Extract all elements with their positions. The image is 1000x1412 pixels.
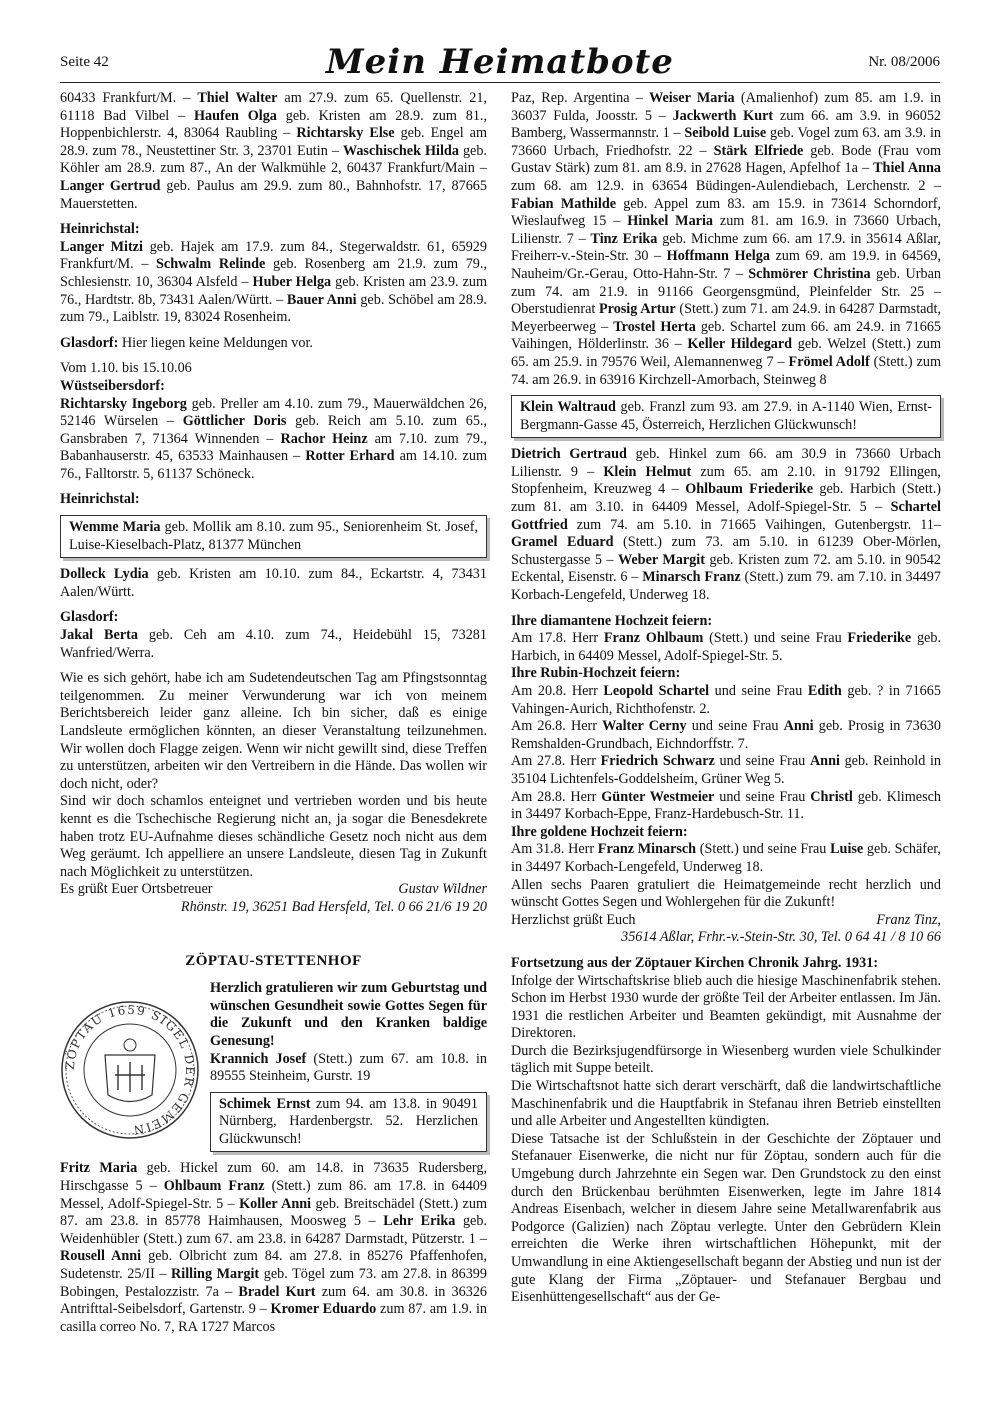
person-name: Richtarsky Ingeborg bbox=[60, 395, 187, 412]
entry-text: geb. Hajek am 17.9. zum 84., Stegerwaldstr. 61, 65929 Frankfurt/M. – bbox=[60, 238, 487, 273]
person-name: Wemme Maria bbox=[69, 519, 161, 536]
person-name: Ohlbaum Friederike bbox=[685, 481, 813, 498]
person-name: Fabian Mathilde bbox=[511, 195, 617, 212]
person-name: Huber Helga bbox=[252, 273, 332, 290]
section-title: ZÖPTAU-STETTENHOF bbox=[185, 952, 362, 969]
author-name: Gustav Wildner bbox=[398, 881, 487, 898]
entry-text: Am 28.8. Herr bbox=[511, 788, 602, 805]
entry-text: geb. Weidenhübler (Stett.) zum 67. am 23.8. in 64287 Darmstadt, Pützerstr. 1 – bbox=[60, 1213, 487, 1247]
person-name: Rachor Heinz bbox=[280, 430, 368, 447]
entry-text: geb. Schöbel am 28.9. zum 79., Laiblstr. 19, 83024 Rosenheim. bbox=[60, 291, 487, 326]
person-name: Klein Waltraud bbox=[520, 399, 616, 416]
glasdorf-note bbox=[60, 335, 487, 353]
left-column bbox=[60, 90, 487, 1336]
congrats-heading: Herzlich gratulieren wir zum Geburtstag und wünschen Gesundheit sowie Gottes Segen für die Zukunft und den Kranken baldige Genesung! bbox=[210, 980, 487, 1049]
person-name: Ohlbaum Franz bbox=[163, 1178, 265, 1195]
entry-text: (Stett.) zum 74. am 26.9. in 63916 Kirchzell-Amorbach, Steinweg 8 bbox=[511, 353, 942, 388]
section-heading: Wüstseibersdorf: bbox=[60, 377, 165, 394]
person-name: Weber Margit bbox=[617, 551, 705, 568]
entry-text: geb. Ceh am 4.10. zum 74., Heidebühl 15, 73281 Wanfried/Werra. bbox=[60, 627, 487, 661]
entry-text: und seine Frau bbox=[709, 683, 808, 699]
person-name: Anni bbox=[783, 718, 814, 735]
entry-text: (Stett.) und seine Frau bbox=[703, 630, 848, 647]
entry-text: geb. Rosenberg am 21.9. zum 79., Schlesienstr. 10, 36304 Alsfeld – bbox=[60, 256, 487, 290]
entry-text: geb. Engel am 28.9. zum 78., Neustettiner Str. 3, 23701 Eutin – bbox=[60, 125, 487, 159]
period-label: Vom 1.10. bis 15.10.06 bbox=[60, 360, 192, 377]
person-name: Schartel Gottfried bbox=[511, 499, 941, 533]
entry-text: am 27.9. zum 65. Quellenstr. 21, 61118 Bad Vilbel – bbox=[60, 90, 487, 124]
person-name: Rilling Margit bbox=[171, 1266, 260, 1283]
entry-text: geb. Köhler am 28.9. zum 87., An der Walkmühle 2, 60437 Frankfurt/Main – bbox=[60, 142, 487, 177]
person-name: Göttlicher Doris bbox=[182, 413, 287, 430]
entry-text: zum 66. am 3.9. in 96052 Bamberg, Wassermannstr. 1 – bbox=[511, 107, 942, 142]
entry-text: 60433 Frankfurt/M. – bbox=[60, 90, 198, 106]
newspaper-title: Mein Heimatbote bbox=[326, 42, 674, 82]
entry-text: (Stett.) und seine Frau bbox=[696, 841, 831, 858]
person-name: Rousell Anni bbox=[60, 1248, 142, 1265]
entry-text: Am 20.8. Herr bbox=[511, 683, 604, 699]
entry-text: (Stett.) zum 73. am 5.10. in 61239 Ober-Mörlen, Schustergasse 5 – bbox=[511, 534, 941, 568]
entry-text: geb. Schartel zum 66. am 24.9. in 71665 Vaihingen, Hölderlinstr. 36 – bbox=[511, 318, 942, 353]
person-name: Trostel Herta bbox=[613, 318, 696, 335]
wish-text: Allen sechs Paaren gratuliert die Heimatgemeinde recht herzlich und wünscht Gottes Segen und Wohlergehen für die Zukunft! bbox=[511, 876, 941, 911]
highlight-box bbox=[60, 515, 487, 558]
anniversary-entry bbox=[511, 753, 941, 788]
entry-text: geb. Hinkel zum 66. am 30.9 in 73660 Urbach Lilienstr. 9 – bbox=[511, 446, 941, 480]
entry-text: am 14.10. zum 76., Falltorstr. 5, 61137 Schöneck. bbox=[60, 448, 487, 482]
entry-text: geb. Preller am 4.10. zum 79., Mauerwäldchen 26, 52146 Würselen – bbox=[60, 395, 487, 430]
person-name: Rotter Erhard bbox=[305, 448, 395, 465]
page-number: Seite 42 bbox=[60, 54, 109, 70]
entry-text: (Amalienhof) zum 85. am 1.9. in 36037 Fulda, Joosstr. 5 – bbox=[511, 90, 942, 124]
birthday-list bbox=[60, 90, 487, 213]
page-header bbox=[60, 40, 940, 80]
entry-text: geb. Tögel zum 73. am 27.8. in 86399 Bobingen, Pestalozzistr. 7a – bbox=[60, 1266, 487, 1300]
person-name: Stärk Elfriede bbox=[713, 142, 804, 159]
person-name: Franz Ohlbaum bbox=[603, 630, 704, 647]
section-heading: Glasdorf: bbox=[60, 609, 119, 626]
entry-text: geb. ? in 71665 Vahingen-Aurich, Richthofenstr. 2. bbox=[511, 683, 941, 717]
birthday-list bbox=[60, 1160, 487, 1336]
seal-block bbox=[60, 980, 487, 1160]
author-address: Rhönstr. 19, 36251 Bad Hersfeld, Tel. 0 66 21/6 19 20 bbox=[180, 898, 487, 915]
person-name: Frömel Adolf bbox=[788, 353, 870, 370]
section-heading: Heinrichstal: bbox=[60, 491, 140, 508]
birthday-list bbox=[210, 1051, 487, 1086]
birthday-list bbox=[60, 627, 487, 662]
person-name: Edith bbox=[807, 683, 842, 699]
person-name: Keller Hildegard bbox=[687, 336, 793, 353]
entry-text: (Stett.) zum 71. am 24.9. in 64287 Darmstadt, Meyerbeerweg – bbox=[511, 301, 942, 335]
person-name: Langer Gertrud bbox=[60, 177, 161, 194]
section-heading: Heinrichstal: bbox=[60, 221, 140, 238]
birthday-list bbox=[60, 566, 487, 601]
entry-text: geb. Olbricht zum 84. am 27.8. in 85276 Pfaffenhofen, Sudetenstr. 25/II – bbox=[60, 1248, 487, 1283]
person-name: Gramel Eduard bbox=[511, 534, 614, 551]
author-address: 35614 Aßlar, Frhr.-v.-Stein-Str. 30, Tel. 0 64 41 / 8 10 66 bbox=[621, 929, 941, 946]
note-text: Hier liegen keine Meldungen vor. bbox=[118, 334, 313, 351]
header-rule bbox=[60, 82, 940, 83]
entry-text: geb. Harbich, in 64409 Messel, Adolf-Spiegel-Str. 5. bbox=[511, 630, 941, 664]
entry-text: (Stett.) zum 86. am 17.8. in 64409 Messel, Adolf-Spiegel-Str. 5 – bbox=[60, 1178, 487, 1212]
anniversary-entry bbox=[511, 683, 941, 718]
person-name: Friedrich Schwarz bbox=[600, 753, 715, 770]
entry-text: Am 17.8. Herr bbox=[511, 630, 604, 647]
person-name: Franz Minarsch bbox=[597, 841, 697, 858]
entry-text: und seine Frau bbox=[714, 788, 811, 805]
entry-text: geb. Bode (Frau vom Gustav Stärk) zum 81. am 8.9. in 27628 Hagen, Apfelhof 1a – bbox=[511, 142, 942, 177]
entry-text: geb. Michme zum 66. am 17.9. in 35614 Aßlar, Freiherr-v.-Stein-Str. 30 – bbox=[511, 230, 941, 265]
person-name: Schmörer Christina bbox=[748, 265, 871, 282]
greeting: Herzlichst grüßt Euch bbox=[511, 911, 636, 928]
entry-text: geb. Appel zum 83. am 15.9. in 73614 Schorndorf, Wieslaufweg 15 – bbox=[511, 195, 942, 230]
author-name: Franz Tinz, bbox=[876, 911, 941, 928]
entry-text: geb. Reich am 5.10. zum 65., Gansbraben 7, 71364 Winnenden – bbox=[60, 413, 488, 447]
person-name: Richtarsky Else bbox=[296, 125, 395, 142]
chronicle-paragraph: Infolge der Wirtschaftskrise blieb auch die hiesige Maschinenfabrik stehen. Schon im Herbst 1930 wurde der größte Teil der Arbeiter entlassen. Im Jän. 1931 die restlichen Arbeiter und Beamten gekündigt, mit Ausnahme der Direktoren. bbox=[511, 972, 941, 1042]
entry-text: geb. Kristen am 23.9. zum 76., Hardtstr. 8b, 73431 Aalen/Württ. – bbox=[60, 273, 487, 308]
anniversary-entry bbox=[511, 789, 941, 824]
anniversary-entry bbox=[511, 718, 941, 753]
section-heading: Ihre Rubin-Hochzeit feiern: bbox=[511, 665, 681, 682]
person-name: Leopold Schartel bbox=[603, 683, 710, 699]
person-name: Haufen Olga bbox=[193, 107, 277, 124]
highlight-box bbox=[210, 1092, 487, 1153]
entry-text: geb. Kristen am 10.10. zum 84., Eckartstr. 4, 73431 Aalen/Württ. bbox=[60, 566, 487, 600]
greeting: Es grüßt Euer Ortsbetreuer bbox=[60, 881, 213, 898]
person-name: Fritz Maria bbox=[60, 1160, 138, 1177]
person-name: Friederike bbox=[847, 630, 912, 647]
entry-text: Paz, Rep. Argentina – bbox=[511, 90, 650, 106]
birthday-list bbox=[511, 90, 941, 389]
issue-number: Nr. 08/2006 bbox=[868, 54, 940, 70]
entry-text: zum 74. am 5.10. in 71665 Vaihingen, Gutenbergstr. 11– bbox=[567, 516, 941, 533]
entry-text: Am 31.8. Herr bbox=[511, 841, 598, 858]
entry-text: geb. Vogel zum 63. am 3.9. in 73660 Urbach, Friedhofstr. 22 – bbox=[511, 125, 941, 159]
person-name: Tinz Erika bbox=[590, 230, 658, 247]
entry-text: geb. Paulus am 29.9. zum 80., Bahnhofstr. 17, 87665 Mauerstetten. bbox=[60, 177, 487, 212]
entry-text: zum 68. am 12.9. in 63654 Büdingen-Aulendiebach, Lerchenstr. 2 – bbox=[511, 177, 941, 194]
person-name: Weiser Maria bbox=[649, 90, 735, 106]
signature-line bbox=[60, 881, 487, 899]
entry-text: geb. Kristen am 28.9. zum 81., Hoppenbichlerstr. 4, 83064 Raubling – bbox=[60, 107, 488, 142]
person-name: Anni bbox=[809, 753, 840, 770]
birthday-list bbox=[511, 446, 941, 604]
letter-paragraph: Sind wir doch schamlos enteignet und vertrieben worden und bis heute kennt es die Tschechische Regierung nicht an, ja sogar die Benesdekrete haben trotz EU-Aufnahme dieses schändliche Gesetz noch nicht aus dem Weg geräumt. Ich appelliere an unsere Landsleute, diesen Tag in Zukunft nach Möglichkeit zu unterstützen. bbox=[60, 793, 487, 880]
birthday-list bbox=[60, 396, 487, 484]
entry-text: Am 26.8. Herr bbox=[511, 718, 603, 735]
signature-line bbox=[511, 912, 941, 930]
entry-text: geb. Harbich (Stett.) zum 81. am 3.10. in 64409 Messel, Adolf-Spiegel-Str. 5 – bbox=[511, 481, 941, 516]
person-name: Jakal Berta bbox=[60, 627, 138, 644]
section-heading: Ihre goldene Hochzeit feiern: bbox=[511, 823, 688, 840]
entry-text: zum 94. am 13.8. in 90491 Nürnberg, Hardenbergstr. 52. Herzlichen Glückwunsch! bbox=[219, 1095, 478, 1147]
person-name: Bradel Kurt bbox=[238, 1283, 316, 1300]
entry-text: zum 81. am 16.9. in 73660 Urbach, Lilienstr. 7 – bbox=[511, 213, 941, 247]
person-name: Klein Helmut bbox=[603, 463, 692, 480]
person-name: Dietrich Gertraud bbox=[511, 446, 627, 463]
person-name: Koller Anni bbox=[239, 1195, 312, 1212]
municipal-seal-image bbox=[60, 1000, 200, 1140]
person-name: Bauer Anni bbox=[286, 291, 357, 308]
person-name: Schimek Ernst bbox=[219, 1095, 311, 1112]
entry-text: geb. Welzel (Stett.) zum 65. am 25.9. in 79576 Weil, Alemannenweg 7 – bbox=[511, 336, 941, 370]
right-column bbox=[511, 90, 941, 1307]
entry-text: geb. Kristen zum 72. am 5.10. in 90542 Eckental, Eisenstr. 6 – bbox=[511, 551, 941, 586]
person-name: Thiel Walter bbox=[197, 90, 278, 106]
person-name: Thiel Anna bbox=[873, 160, 942, 177]
person-name: Minarsch Franz bbox=[642, 569, 741, 586]
person-name: Seibold Luise bbox=[684, 125, 767, 142]
person-name: Walter Cerny bbox=[602, 718, 687, 735]
svg-text:ZÖPTAU 1659 SIGEL DER GEMEIN: ZÖPTAU 1659 SIGEL DER GEMEIN bbox=[62, 1003, 198, 1138]
entry-text: und seine Frau bbox=[686, 718, 784, 735]
person-name: Christl bbox=[810, 788, 853, 805]
entry-text: zum 64. am 30.8. in 36326 Antrifttal-Seibelsdorf, Gartenstr. 9 – bbox=[60, 1283, 488, 1318]
entry-text: am 7.10. zum 79., Babanhauserstr. 45, 63533 Mainhausen – bbox=[60, 430, 488, 465]
person-name: Krannich Josef bbox=[210, 1050, 307, 1067]
person-name: Schwalm Relinde bbox=[156, 256, 266, 273]
entry-text: und seine Frau bbox=[714, 753, 810, 770]
entry-text: geb. Breitschädel (Stett.) zum 87. am 23.8. in 85778 Haimhausen, Moosweg 5 – bbox=[60, 1195, 487, 1230]
section-heading: Glasdorf: bbox=[60, 334, 119, 351]
entry-text: (Stett.) zum 67. am 10.8. in 89555 Steinheim, Gurstr. 19 bbox=[210, 1050, 487, 1085]
entry-text: (Stett.) zum 79. am 7.10. in 34497 Korbach-Lengefeld, Underweg 18. bbox=[511, 569, 941, 604]
chronicle-heading: Fortsetzung aus der Zöptauer Kirchen Chronik Jahrg. 1931: bbox=[511, 954, 879, 971]
birthday-list bbox=[60, 239, 487, 327]
chronicle-paragraph: Die Wirtschaftsnot hatte sich derart verschärft, daß die landwirtschaftliche Maschinenfabrik und die Hauptfabrik in Stefanau ihren Betrieb einstellten und alle Arbeiter und Angestellten kündigten. bbox=[511, 1078, 941, 1130]
entry-text: geb. Reinhold in 35104 Lichtenfels-Goddelsheim, Grüner Weg 5. bbox=[511, 753, 941, 787]
entry-text: geb. Mollik am 8.10. zum 95., Seniorenheim St. Josef, Luise-Kieselbach-Platz, 81377 München bbox=[69, 519, 478, 553]
chronicle-paragraph: Durch die Bezirksjugendfürsorge in Wiesenberg wurden viele Schulkinder täglich mit Suppe beteilt. bbox=[511, 1042, 941, 1077]
person-name: Hinkel Maria bbox=[627, 213, 713, 230]
seal-side-text bbox=[210, 980, 487, 1160]
entry-text: geb. Klimesch in 34497 Korbach-Eppe, Franz-Hardebusch-Str. 11. bbox=[511, 788, 941, 823]
anniversary-entry bbox=[511, 630, 941, 665]
entry-text: geb. Prosig in 73630 Remshalden-Grundbach, Eichndorffstr. 7. bbox=[511, 718, 941, 752]
letter-paragraph: Wie es sich gehört, habe ich am Sudetendeutschen Tag am Pfingstsonntag teilgenommen. Zu meiner Verwunderung war ich von meinem Berichtsbereich leider ganz alleine. Ich bin sicher, daß es einige Landsleute ermöglichen könnten, an dieser Veranstaltung teilzunehmen. Wir wollen doch Flagge zeigen. Wenn wir nicht gewillt sind, diese Treffen zu unterstützen, arbeiten wir den Vertreibern in die Hände. Das wollen wir doch nicht, oder? bbox=[60, 670, 487, 792]
entry-text: geb. Hickel zum 60. am 14.8. in 73635 Rudersberg, Hirschgasse 5 – bbox=[60, 1160, 487, 1195]
entry-text: geb. Schäfer, in 34497 Korbach-Lengefeld, Underweg 18. bbox=[511, 841, 941, 875]
entry-text: zum 69. am 19.9. in 64569, Nauheim/Gr.-Gerau, Otto-Hahn-Str. 7 – bbox=[511, 248, 942, 282]
person-name: Lehr Erika bbox=[383, 1213, 456, 1230]
person-name: Hoffmann Helga bbox=[666, 248, 770, 265]
person-name: Langer Mitzi bbox=[60, 238, 143, 255]
person-name: Luise bbox=[830, 841, 864, 858]
person-name: Kromer Eduardo bbox=[270, 1301, 377, 1318]
person-name: Jackwerth Kurt bbox=[672, 107, 774, 124]
person-name: Prosig Artur bbox=[598, 301, 676, 318]
anniversary-entry bbox=[511, 841, 941, 876]
person-name: Günter Westmeier bbox=[601, 788, 715, 805]
section-heading: Ihre diamantene Hochzeit feiern: bbox=[511, 612, 713, 629]
entry-text: zum 87. am 1.9. in casilla correo No. 7, RA 1727 Marcos bbox=[60, 1301, 487, 1335]
chronicle-paragraph: Diese Tatsache ist der Schlußstein in der Geschichte der Zöptauer und Stefanauer Eisenwerke, die nicht nur für Zöptau, sondern auch für die Umgebung durch Jahrzehnte ein Segen war. Den Grundstock zu den einst durch den Brückenbau berühmten Eisenwerken, legte im Jahre 1814 Andreas Eisenbach, welcher in diesem Jahre seine Metallwarenfabrik aus Podgorce (Galizien) nach Zöptau verlegte. Unter den Gebrüdern Klein erreichten die Werke ihren wirtschaftlichen Höhepunkt, mit der Umwandlung in eine Aktiengesellschaft begann der Abstieg und nun ist der gute Klang der Firma „Zöptauer- und Stefanauer Bergbau und Eisenhüttengesellschaft“ aus der Ge- bbox=[511, 1130, 941, 1306]
entry-text: zum 65. am 2.10. in 91792 Ellingen, Stopfenheim, Kreuzweg 4 – bbox=[511, 463, 941, 498]
person-name: Waschischek Hilda bbox=[342, 142, 459, 159]
entry-text: geb. Franzl zum 93. am 27.9. in A-1140 Wien, Ernst-Bergmann-Gasse 45, Österreich, Herzlichen Glückwunsch! bbox=[520, 399, 932, 433]
entry-text: geb. Urban zum 74. am 21.9. in 91166 Georgensgmünd, Pleinfelder Str. 25 – Oberstudienrat bbox=[511, 265, 941, 318]
person-name: Dolleck Lydia bbox=[60, 566, 149, 583]
entry-text: Am 27.8. Herr bbox=[511, 753, 601, 770]
highlight-box bbox=[511, 395, 941, 438]
